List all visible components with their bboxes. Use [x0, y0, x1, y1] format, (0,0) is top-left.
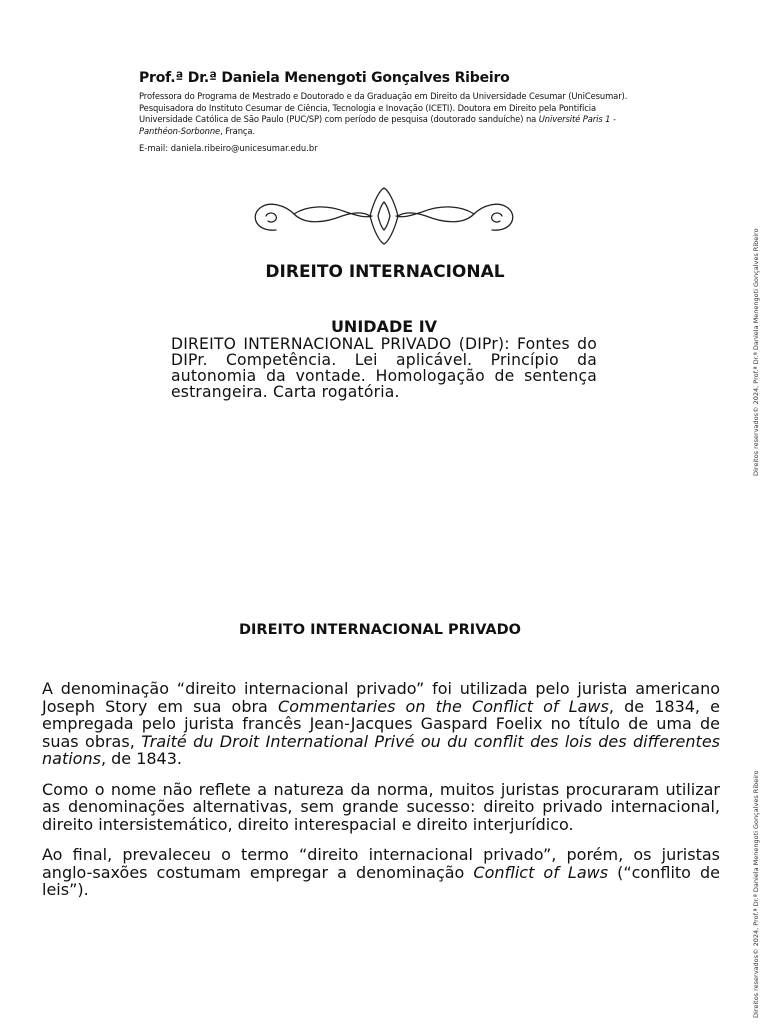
paragraph-3-text-a: Ao final, prevaleceu o termo “direito internacional privado”, porém, os juristas anglo-saxões costumam empregar a denominação — [42, 845, 720, 882]
section-title: DIREITO INTERNACIONAL PRIVADO — [238, 622, 522, 638]
author-name: Prof.ª Dr.ª Daniela Menengoti Gonçalves Ribeiro — [139, 70, 510, 86]
paragraph-1 — [42, 680, 720, 768]
unit-description: DIREITO INTERNACIONAL PRIVADO (DIPr): Fontes do DIPr. Competência. Lei aplicável. Princípio da autonomia da vontade. Homologação de sentença estrangeira. Carta rogatória. — [171, 335, 597, 401]
paragraph-1-italic-a: Commentaries on the Conflict of Laws — [278, 696, 609, 716]
paragraph-3-italic-a: Conflict of Laws — [473, 862, 609, 882]
paragraph-1-text-c: , de 1843. — [100, 749, 182, 768]
author-bio-university: Université Paris 1 - Panthéon-Sorbonne — [139, 114, 616, 136]
paragraph-1-italic-b: Traité du Droit International Privé ou du conflit des lois des differentes nations — [42, 731, 720, 768]
author-bio — [139, 91, 639, 137]
paragraph-3-text-b: (“conflito de leis”). — [42, 862, 721, 899]
author-bio-text: Professora do Programa de Mestrado e Doutorado e da Graduação em Direito da Universidade Cesumar (UniCesumar). Pesquisadora do Instituto Cesumar de Ciência, Tecnologia e Inovação (ICETI). Doutora em Direito pela Pontifícia Universidade Católica de São Paulo (PUC/SP) com período de pesquisa (doutorado sanduíche) na — [139, 91, 628, 125]
author-email: E-mail: daniela.ribeiro@unicesumar.edu.br — [139, 143, 318, 154]
paragraph-1-text-b: , de 1834, e empregada pelo jurista francês Jean-Jacques Gaspard Foelix no título de uma de suas obras, — [42, 696, 721, 751]
flourish-ornament — [246, 186, 522, 248]
body-text — [42, 680, 720, 912]
paragraph-2: Como o nome não reflete a natureza da norma, muitos juristas procuraram utilizar as denominações alternativas, sem grande sucesso: direito privado internacional, direito intersistemático, direito interespacial e direito interjurídico. — [42, 779, 720, 834]
author-bio-country: , França. — [220, 125, 256, 136]
paragraph-3 — [42, 846, 720, 899]
unit-block — [171, 318, 597, 400]
course-title: DIREITO INTERNACIONAL — [265, 262, 505, 282]
unit-title: UNIDADE IV — [330, 317, 438, 336]
paragraph-1-text-a: A denominação “direito internacional privado” foi utilizada pelo jurista americano Joseph Story em sua obra — [42, 679, 720, 716]
copyright-watermark: Direitos reservados© 2024, Prof.ª Dr.ª Daniela Menengoti Gonçalves Ribeiro — [752, 228, 760, 476]
copyright-watermark: Direitos reservados© 2024, Prof.ª Dr.ª Daniela Menengoti Gonçalves Ribeiro — [752, 770, 760, 1018]
author-block — [139, 70, 639, 153]
